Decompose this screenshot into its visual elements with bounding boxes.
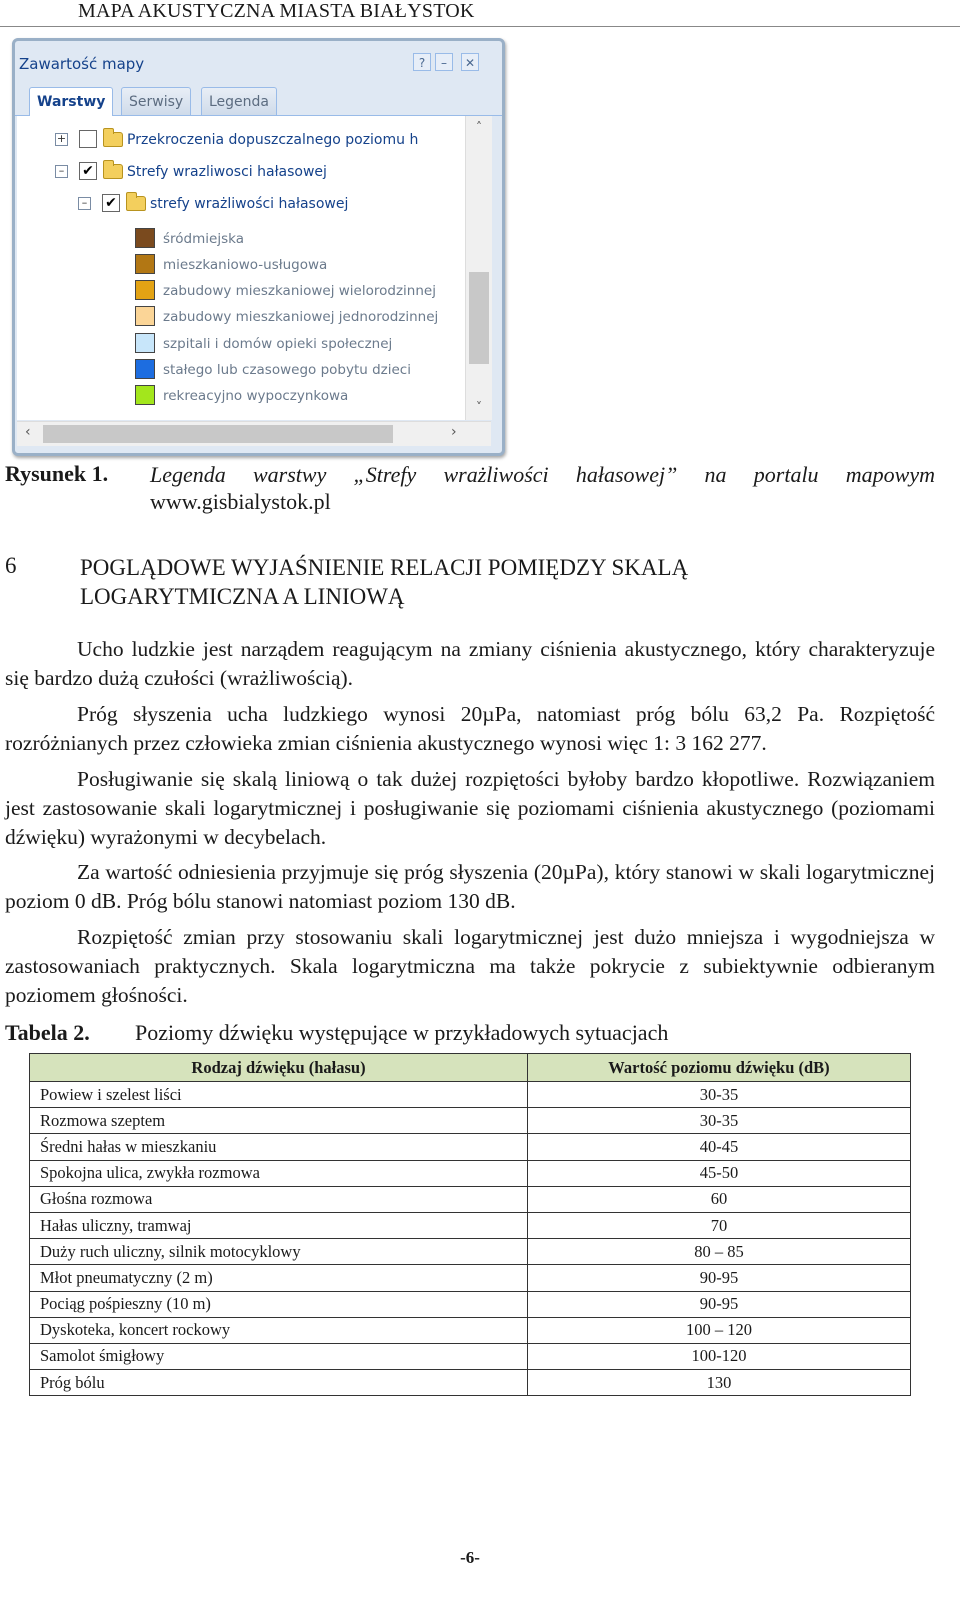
legend-label: zabudowy mieszkaniowej wielorodzinnej xyxy=(163,283,436,299)
paragraph: Ucho ludzkie jest narządem reagującym na zmiany ciśnienia akustycznego, który charakteryzuje się bardzo dużą czułości (wrażliwością). xyxy=(5,637,935,690)
scroll-right-icon[interactable]: › xyxy=(451,424,457,440)
legend-label: rekreacyjno wypoczynkowa xyxy=(163,388,349,404)
sound-type: Średni hałas w mieszkaniu xyxy=(30,1134,528,1160)
sound-level: 100 – 120 xyxy=(528,1317,911,1343)
sound-level: 60 xyxy=(528,1186,911,1212)
sound-level: 90-95 xyxy=(528,1291,911,1317)
close-button[interactable]: ✕ xyxy=(461,53,479,71)
sound-level: 90-95 xyxy=(528,1265,911,1291)
table-row xyxy=(30,1343,911,1369)
section-title-line: POGLĄDOWE WYJAŚNIENIE RELACJI POMIĘDZY SKALĄ xyxy=(80,555,689,580)
scroll-up-icon[interactable]: ˄ xyxy=(476,120,482,134)
panel-tabs xyxy=(15,87,502,116)
panel-title: Zawartość mapy xyxy=(19,55,145,73)
table-row xyxy=(30,1370,911,1396)
section-title-line: LOGARYTMICZNA A LINIOWĄ xyxy=(80,584,405,609)
tree-node-label: Strefy wrazliwosci hałasowej xyxy=(127,164,327,180)
sound-level: 30-35 xyxy=(528,1082,911,1108)
vertical-scrollbar[interactable] xyxy=(465,116,492,420)
legend-swatch xyxy=(135,359,155,379)
figure-url: www.gisbialystok.pl xyxy=(150,489,331,514)
sound-type: Pociąg pośpieszny (10 m) xyxy=(30,1291,528,1317)
section-number: 6 xyxy=(5,553,17,578)
scroll-left-icon[interactable]: ‹ xyxy=(25,424,31,440)
scroll-down-icon[interactable]: ˅ xyxy=(476,400,482,414)
legend-swatch xyxy=(135,306,155,326)
tree-node[interactable] xyxy=(17,128,465,152)
table-row xyxy=(30,1239,911,1265)
page-number: -6- xyxy=(460,1548,480,1567)
sound-type: Duży ruch uliczny, silnik motocyklowy xyxy=(30,1239,528,1265)
sound-type: Powiew i szelest liści xyxy=(30,1082,528,1108)
sound-type: Spokojna ulica, zwykła rozmowa xyxy=(30,1160,528,1186)
legend-swatch xyxy=(135,228,155,248)
layer-checkbox[interactable]: ✔ xyxy=(102,194,120,212)
sound-type: Rozmowa szeptem xyxy=(30,1108,528,1134)
layer-checkbox[interactable]: ✔ xyxy=(79,162,97,180)
tree-node[interactable] xyxy=(17,160,465,184)
legend-label: śródmiejska xyxy=(163,231,244,247)
sound-levels-table xyxy=(29,1053,911,1396)
scroll-thumb[interactable] xyxy=(469,272,489,364)
column-header: Rodzaj dźwięku (hałasu) xyxy=(30,1054,528,1082)
sound-level: 130 xyxy=(528,1370,911,1396)
sound-level: 70 xyxy=(528,1212,911,1238)
tab-warstwy[interactable]: Warstwy xyxy=(29,87,113,116)
sound-level: 100-120 xyxy=(528,1343,911,1369)
folder-icon xyxy=(126,196,146,211)
folder-icon xyxy=(103,132,123,147)
legend-swatch xyxy=(135,385,155,405)
legend-label: mieszkaniowo-usługowa xyxy=(163,257,328,273)
table-row xyxy=(30,1160,911,1186)
legend-swatch xyxy=(135,333,155,353)
tab-legenda[interactable]: Legenda xyxy=(201,87,277,115)
collapse-icon[interactable]: – xyxy=(78,197,91,210)
minimize-button[interactable]: – xyxy=(435,53,453,71)
table-title: Poziomy dźwięku występujące w przykładowych sytuacjach xyxy=(135,1020,669,1045)
legend-label: szpitali i domów opieki społecznej xyxy=(163,336,393,352)
sound-type: Młot pneumatyczny (2 m) xyxy=(30,1265,528,1291)
legend-swatch xyxy=(135,280,155,300)
table-row xyxy=(30,1317,911,1343)
layer-tree xyxy=(17,116,465,420)
sound-type: Próg bólu xyxy=(30,1370,528,1396)
running-header: MAPA AKUSTYCZNA MIASTA BIAŁYSTOK xyxy=(78,0,475,22)
tree-node-label: strefy wrażliwości hałasowej xyxy=(150,196,349,212)
sound-level: 80 – 85 xyxy=(528,1239,911,1265)
column-header: Wartość poziomu dźwięku (dB) xyxy=(528,1054,911,1082)
table-row xyxy=(30,1186,911,1212)
legend-label: stałego lub czasowego pobytu dzieci xyxy=(163,362,411,378)
figure-label: Rysunek 1. xyxy=(5,461,109,486)
map-contents-panel xyxy=(12,38,505,456)
sound-type: Hałas uliczny, tramwaj xyxy=(30,1212,528,1238)
tab-serwisy[interactable]: Serwisy xyxy=(121,87,191,115)
section-title xyxy=(80,553,880,611)
sound-type: Samolot śmigłowy xyxy=(30,1343,528,1369)
table-label: Tabela 2. xyxy=(5,1020,90,1045)
paragraph: Za wartość odniesienia przyjmuje się próg słyszenia (20µPa), który stanowi w skali logarytmicznej poziom 0 dB. Próg bólu stanowi natomiast poziom 130 dB. xyxy=(5,860,935,913)
tree-node-label: Przekroczenia dopuszczalnego poziomu h xyxy=(127,132,419,148)
legend-label: zabudowy mieszkaniowej jednorodzinnej xyxy=(163,309,439,325)
legend-swatch xyxy=(135,254,155,274)
collapse-icon[interactable]: – xyxy=(55,165,68,178)
folder-icon xyxy=(103,164,123,179)
sound-level: 40-45 xyxy=(528,1134,911,1160)
table-row xyxy=(30,1265,911,1291)
table-row xyxy=(30,1134,911,1160)
help-button[interactable]: ? xyxy=(413,53,431,71)
table-row xyxy=(30,1082,911,1108)
sound-type: Dyskoteka, koncert rockowy xyxy=(30,1317,528,1343)
tree-node[interactable] xyxy=(17,192,465,216)
sound-level: 30-35 xyxy=(528,1108,911,1134)
table-row xyxy=(30,1108,911,1134)
paragraph: Próg słyszenia ucha ludzkiego wynosi 20µPa, natomiast próg bólu 63,2 Pa. Rozpiętość rozróżnianych przez człowieka zmian ciśnienia akustycznego wynosi więc 1: 3 162 277. xyxy=(5,702,935,755)
paragraph: Posługiwanie się skalą liniową o tak dużej rozpiętości byłoby bardzo kłopotliwe. Rozwiązaniem jest zastosowanie skali logarytmicznej i posługiwanie się poziomami ciśnienia akustycznego (poziomami dźwięku) wyrażonymi w decybelach. xyxy=(5,767,935,849)
paragraph: Rozpiętość zmian przy stosowaniu skali logarytmicznej jest dużo mniejsza i wygodniejsza w zastosowaniach praktycznych. Skala logarytmiczna ma także pokrycie z subiektywnie odbieranym poziomem głośności. xyxy=(5,925,935,1007)
layer-checkbox[interactable] xyxy=(79,130,97,148)
sound-level: 45-50 xyxy=(528,1160,911,1186)
figure-caption: Legenda warstwy „Strefy wrażliwości hałasowej” na portalu mapowym xyxy=(150,462,935,487)
header-rule xyxy=(0,26,960,27)
horizontal-scrollbar[interactable] xyxy=(17,421,491,446)
table-row xyxy=(30,1212,911,1238)
sound-type: Głośna rozmowa xyxy=(30,1186,528,1212)
table-row xyxy=(30,1291,911,1317)
table-header-row xyxy=(30,1054,911,1082)
expand-icon[interactable]: + xyxy=(56,132,67,145)
scroll-thumb[interactable] xyxy=(43,425,393,443)
